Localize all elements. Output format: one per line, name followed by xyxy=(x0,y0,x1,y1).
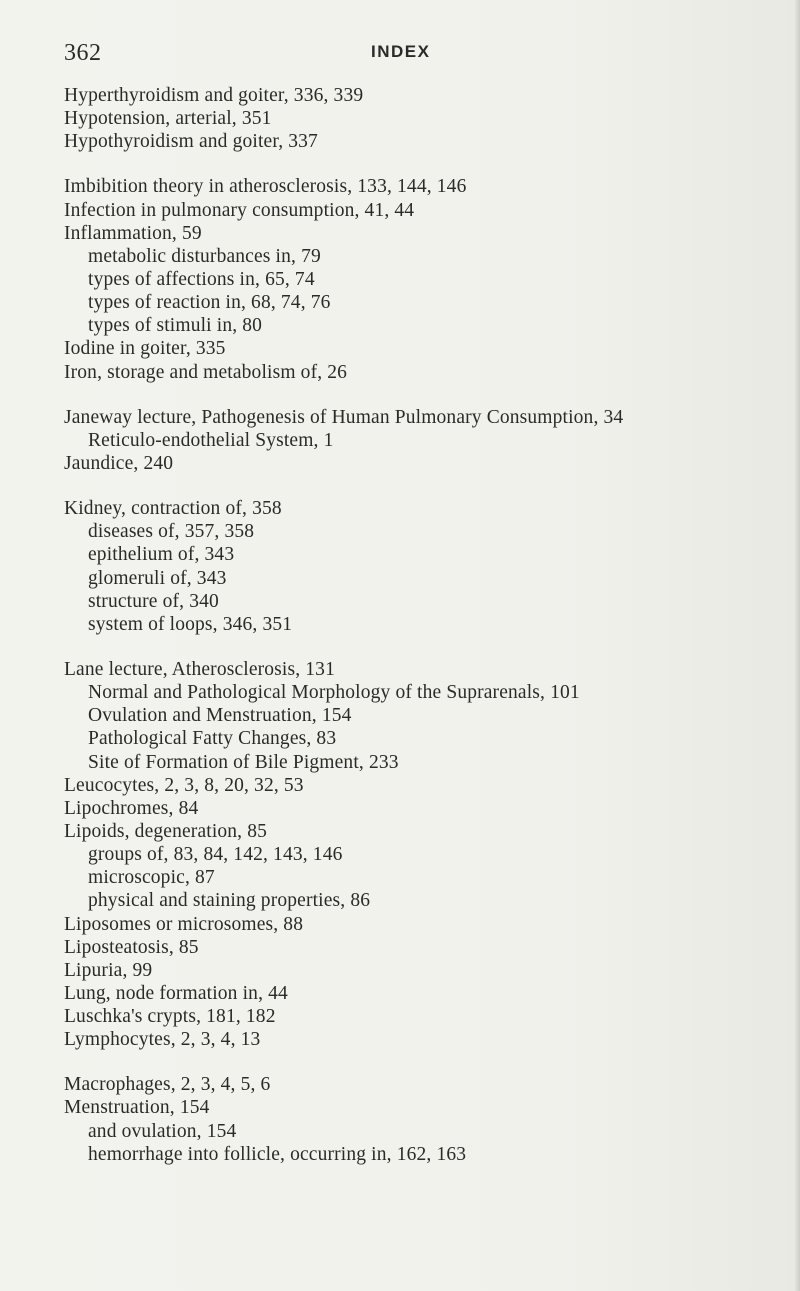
page-number: 362 xyxy=(64,40,102,66)
index-subentry: types of stimuli in, 80 xyxy=(88,315,263,337)
index-group xyxy=(64,497,764,636)
index-entry: Hyperthyroidism and goiter, 336, 339 xyxy=(64,85,364,106)
index-entry: Iron, storage and metabolism of, 26 xyxy=(64,361,348,383)
index-entry: Liposomes or microsomes, 88 xyxy=(64,913,304,935)
index-subentry: types of affections in, 65, 74 xyxy=(88,268,315,290)
index-subentry: Ovulation and Menstruation, 154 xyxy=(88,705,352,727)
index-entry: Lane lecture, Atherosclerosis, 131 xyxy=(64,658,335,680)
index-subentry: diseases of, 357, 358 xyxy=(88,521,255,543)
index-entry: Lipoids, degeneration, 85 xyxy=(64,820,268,842)
index-entry: Luschka's crypts, 181, 182 xyxy=(64,1006,276,1028)
index-entry: Janeway lecture, Pathogenesis of Human Pulmonary Consumption, 34 xyxy=(64,406,624,428)
index-subentry: glomeruli of, 343 xyxy=(88,567,227,589)
index-entry: Imbibition theory in atherosclerosis, 133, 144, 146 xyxy=(64,176,467,198)
index-subentry: Pathological Fatty Changes, 83 xyxy=(88,728,337,750)
page-header xyxy=(64,40,444,70)
index-subentry: microscopic, 87 xyxy=(88,867,215,889)
index-list xyxy=(64,84,764,1188)
index-subentry: types of reaction in, 68, 74, 76 xyxy=(88,292,331,314)
index-subentry: groups of, 83, 84, 142, 143, 146 xyxy=(88,844,343,866)
index-subentry: epithelium of, 343 xyxy=(88,544,235,566)
index-entry: Leucocytes, 2, 3, 8, 20, 32, 53 xyxy=(64,774,304,796)
index-subentry: hemorrhage into follicle, occurring in, 162, 163 xyxy=(88,1143,467,1165)
index-subentry: system of loops, 346, 351 xyxy=(88,613,293,635)
index-subentry: metabolic disturbances in, 79 xyxy=(88,245,321,267)
index-entry: Hypothyroidism and goiter, 337 xyxy=(64,131,318,153)
index-subentry: Normal and Pathological Morphology of the Suprarenals, 101 xyxy=(88,682,580,704)
index-entry: Lipuria, 99 xyxy=(64,959,153,981)
index-entry: Kidney, contraction of, 358 xyxy=(64,498,282,520)
index-entry: Lung, node formation in, 44 xyxy=(64,982,288,1004)
index-entry: Iodine in goiter, 335 xyxy=(64,338,226,360)
index-subentry: and ovulation, 154 xyxy=(88,1120,237,1142)
page-edge-shadow xyxy=(794,0,800,1291)
index-entry: Macrophages, 2, 3, 4, 5, 6 xyxy=(64,1074,271,1096)
index-group xyxy=(64,658,764,1051)
index-group xyxy=(64,175,764,383)
index-entry: Infection in pulmonary consumption, 41, 44 xyxy=(64,199,415,221)
index-entry: Jaundice, 240 xyxy=(64,452,174,474)
index-group xyxy=(64,406,764,475)
index-entry: Menstruation, 154 xyxy=(64,1097,210,1119)
index-group xyxy=(64,84,764,153)
index-subentry: Site of Formation of Bile Pigment, 233 xyxy=(88,751,399,773)
index-entry: Hypotension, arterial, 351 xyxy=(64,108,272,130)
index-subentry: Reticulo-endothelial System, 1 xyxy=(88,429,334,451)
index-entry: Liposteatosis, 85 xyxy=(64,936,199,958)
index-group xyxy=(64,1073,764,1166)
index-subentry: structure of, 340 xyxy=(88,590,219,612)
running-head: INDEX xyxy=(371,42,431,61)
index-entry: Lymphocytes, 2, 3, 4, 13 xyxy=(64,1029,261,1051)
index-entry: Lipochromes, 84 xyxy=(64,797,199,819)
index-subentry: physical and staining properties, 86 xyxy=(88,890,371,912)
index-entry: Inflammation, 59 xyxy=(64,222,202,244)
